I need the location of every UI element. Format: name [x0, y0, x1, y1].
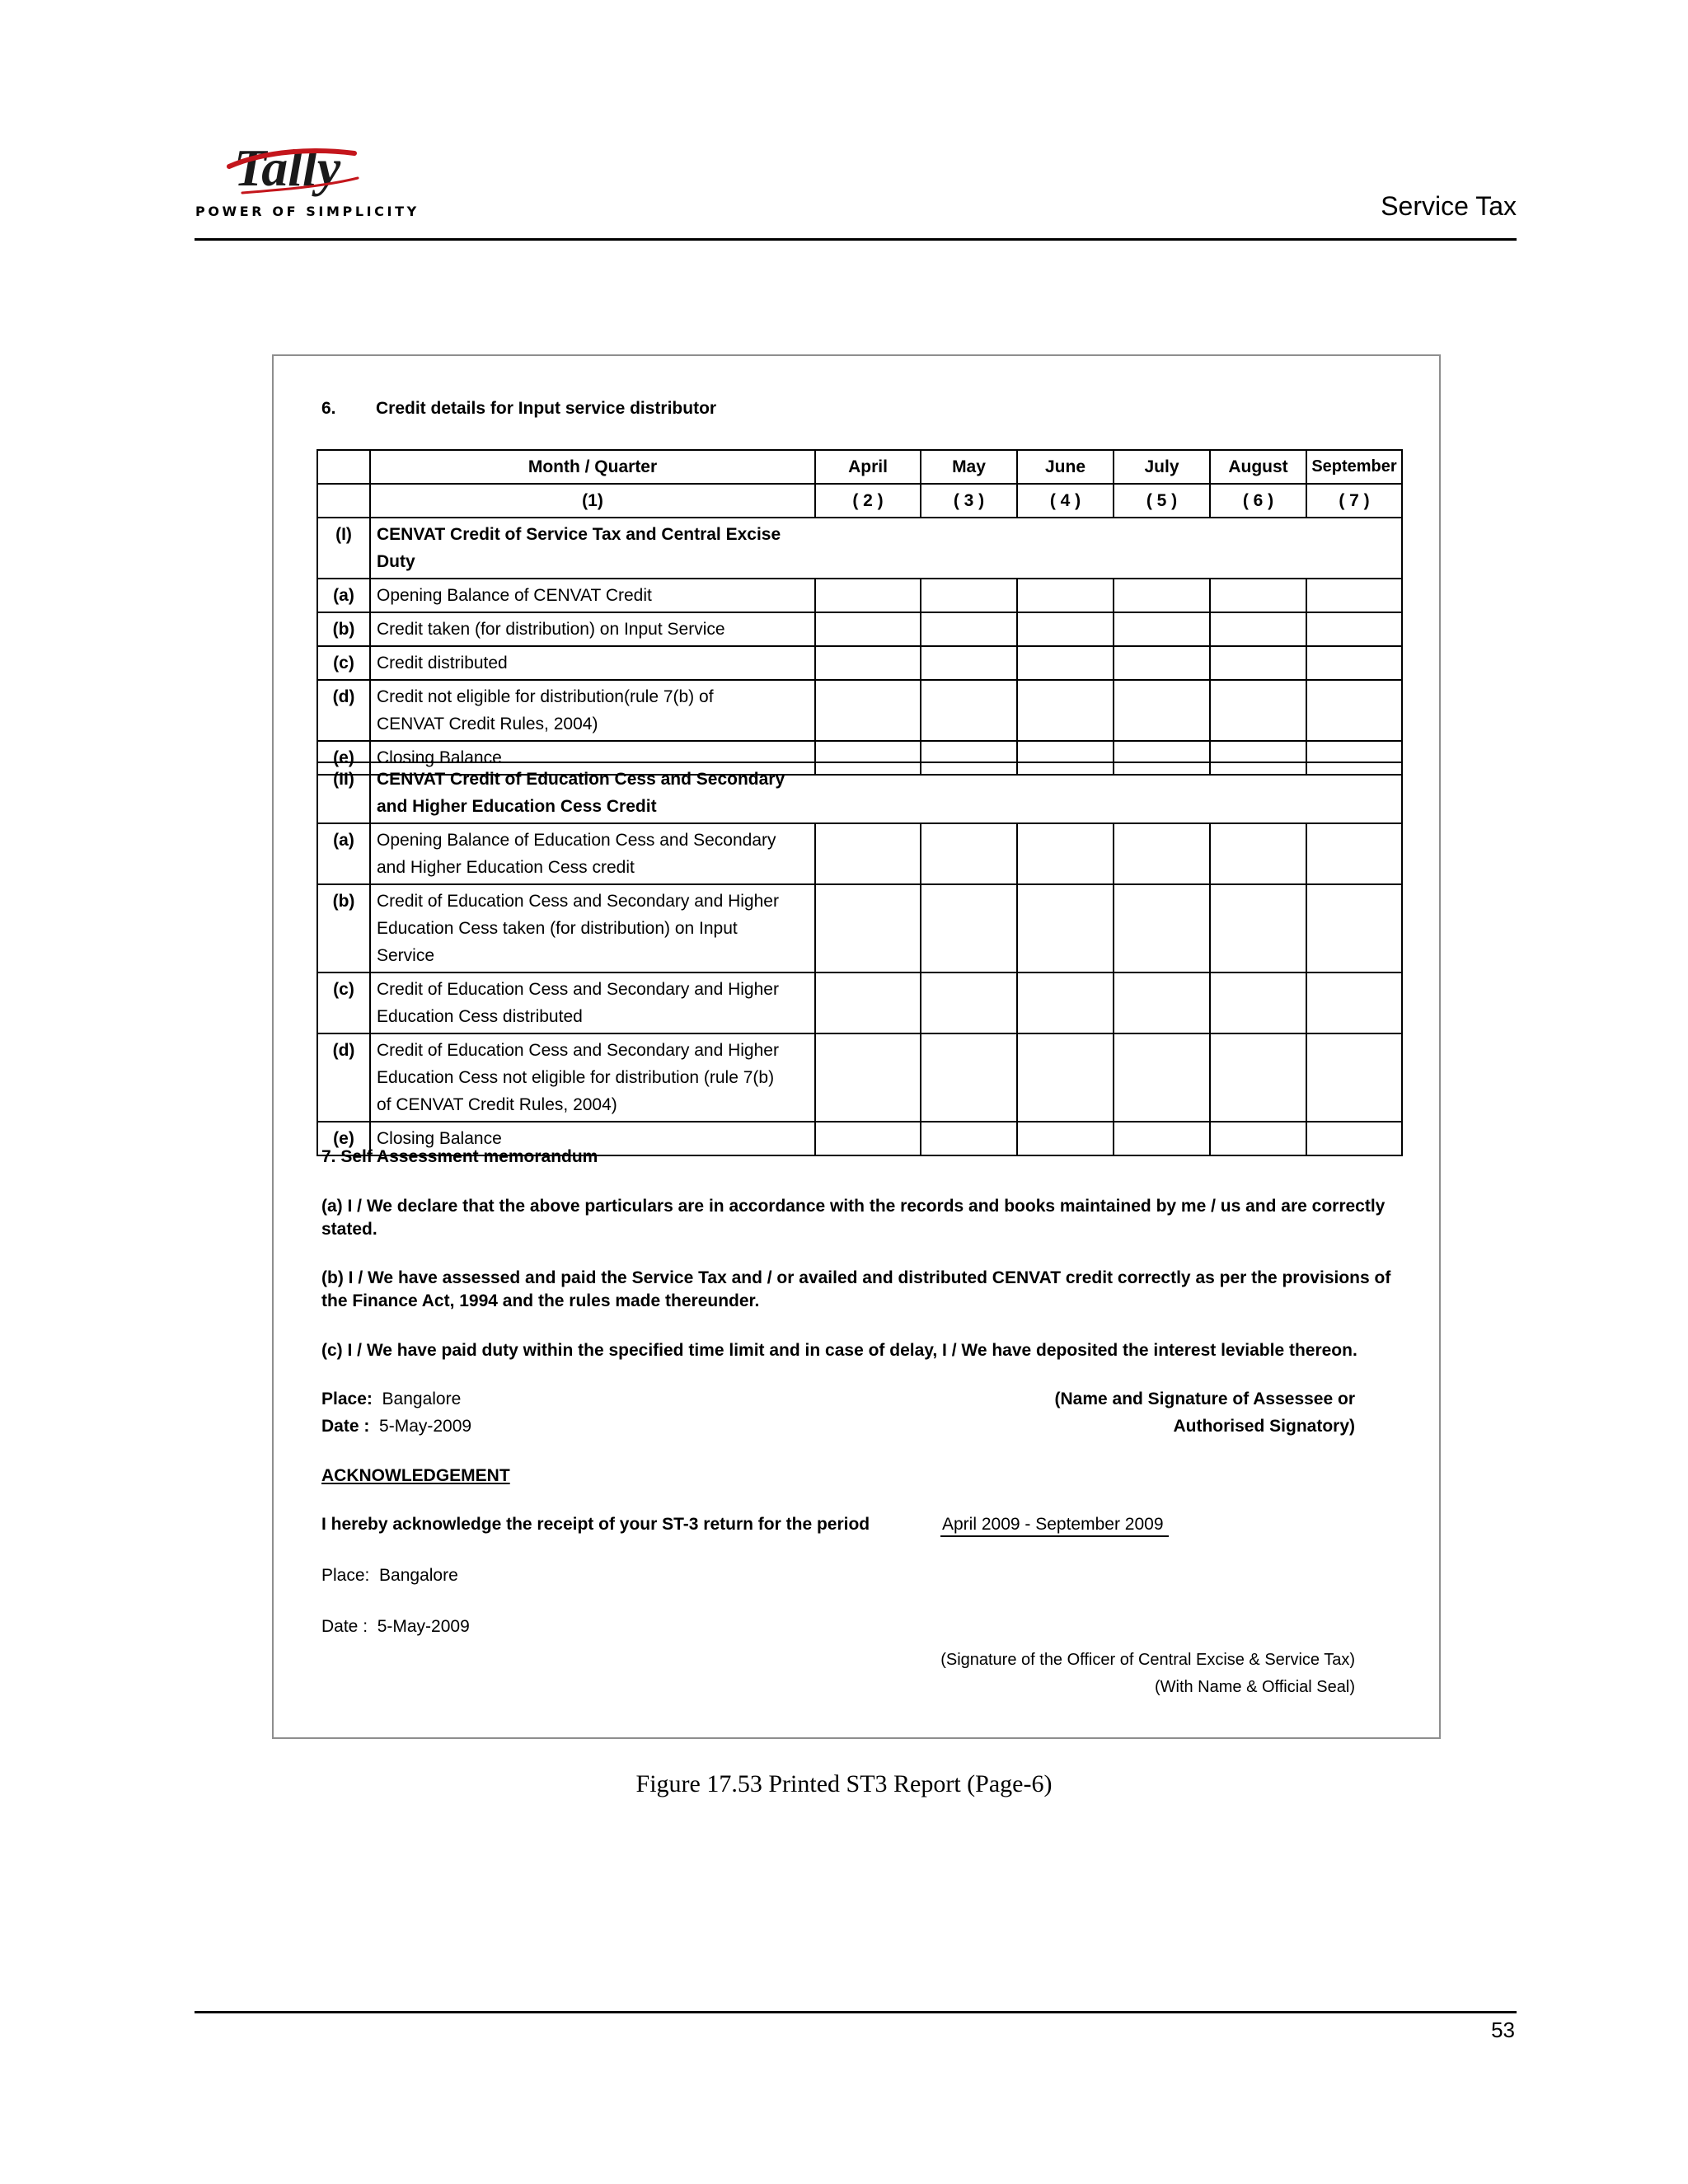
- table-header-row: [317, 450, 1402, 484]
- table-row: (b) Credit of Education Cess and Secondary and Higher Education Cess taken (for distribution) on Input Service: [317, 884, 1402, 972]
- credit-table-education-cess: [316, 762, 1403, 1156]
- column-number: ( 7 ): [1306, 484, 1402, 518]
- column-number: ( 3 ): [921, 484, 1017, 518]
- table-row: (a) Opening Balance of CENVAT Credit: [317, 579, 1402, 612]
- assessee-place: Place: Bangalore: [321, 1390, 462, 1408]
- month-header: May: [921, 450, 1017, 484]
- officer-signature-line1: (Signature of the Officer of Central Excise & Service Tax): [940, 1651, 1355, 1669]
- section-number: 6.: [321, 399, 336, 418]
- row-label: (II): [317, 762, 370, 823]
- report-figure: [272, 354, 1441, 1739]
- column-number: ( 2 ): [815, 484, 921, 518]
- memo-declaration-c: (c) I / We have paid duty within the specified time limit and in case of delay, I / We have deposited the interest leviable thereon.: [321, 1341, 1357, 1360]
- column-number: ( 5 ): [1114, 484, 1210, 518]
- month-header: June: [1017, 450, 1114, 484]
- footer-divider: [195, 2011, 1517, 2013]
- part-title: CENVAT Credit of Service Tax and Central Excise Duty: [370, 518, 1402, 579]
- ack-date: Date : 5-May-2009: [321, 1617, 470, 1636]
- logo-wordmark: Tally: [234, 138, 341, 197]
- page-header-title: Service Tax: [1381, 191, 1517, 221]
- page-number: 53: [1491, 2018, 1515, 2042]
- assessee-signature-line2: Authorised Signatory): [1173, 1417, 1355, 1436]
- table-row: (e) Closing Balance: [317, 1122, 1402, 1155]
- memo-heading: 7. Self Assessment memorandum: [321, 1147, 598, 1166]
- table-row: (d) Credit of Education Cess and Secondary and Higher Education Cess not eligible for distribution (rule 7(b) of CENVAT Credit Rules, 2004): [317, 1033, 1402, 1122]
- figure-caption: Figure 17.53 Printed ST3 Report (Page-6): [635, 1770, 1053, 1797]
- month-header: July: [1114, 450, 1210, 484]
- table-row: (a) Opening Balance of Education Cess and Secondary and Higher Education Cess credit: [317, 823, 1402, 884]
- table-row: (c) Credit distributed: [317, 646, 1402, 680]
- table-row: (d) Credit not eligible for distribution(rule 7(b) of CENVAT Credit Rules, 2004): [317, 680, 1402, 741]
- table-row: (c) Credit of Education Cess and Secondary and Higher Education Cess distributed: [317, 972, 1402, 1033]
- part-title-row: [317, 518, 1402, 579]
- acknowledgement-period: April 2009 - September 2009: [940, 1515, 1169, 1537]
- assessee-date: Date : 5-May-2009: [321, 1417, 472, 1436]
- ack-place: Place: Bangalore: [321, 1566, 458, 1585]
- row-label: (I): [317, 518, 370, 579]
- month-quarter-header: Month / Quarter: [370, 450, 815, 484]
- section-title: Credit details for Input service distributor: [376, 399, 717, 418]
- part-title: CENVAT Credit of Education Cess and Secondary and Higher Education Cess Credit: [370, 762, 1402, 823]
- column-number: (1): [370, 484, 815, 518]
- column-number: ( 4 ): [1017, 484, 1114, 518]
- column-number-row: [317, 484, 1402, 518]
- month-header: September: [1306, 450, 1402, 484]
- column-number: ( 6 ): [1210, 484, 1306, 518]
- table-row: (b) Credit taken (for distribution) on Input Service: [317, 612, 1402, 646]
- acknowledgement-heading: ACKNOWLEDGEMENT: [321, 1466, 510, 1485]
- header-divider: [195, 238, 1517, 241]
- month-header: April: [815, 450, 921, 484]
- part-title-row: [317, 762, 1402, 823]
- acknowledgement-text: I hereby acknowledge the receipt of your ST-3 return for the period: [321, 1515, 870, 1534]
- memo-declaration-a: (a) I / We declare that the above particulars are in accordance with the records and books maintained by me / us and are correctly stated.: [321, 1197, 1386, 1239]
- month-header: August: [1210, 450, 1306, 484]
- memo-declaration-b: (b) I / We have assessed and paid the Service Tax and / or availed and distributed CENVAT credit correctly as per the provisions of the Finance Act, 1994 and the rules made thereunder.: [321, 1268, 1391, 1310]
- assessee-signature-line1: (Name and Signature of Assessee or: [1054, 1390, 1355, 1408]
- credit-table-cenvat: [316, 449, 1403, 776]
- officer-signature-line2: (With Name & Official Seal): [1154, 1678, 1355, 1696]
- logo-tagline: POWER OF SIMPLICITY: [195, 204, 420, 219]
- table-row: (e) Closing Balance: [317, 741, 1402, 775]
